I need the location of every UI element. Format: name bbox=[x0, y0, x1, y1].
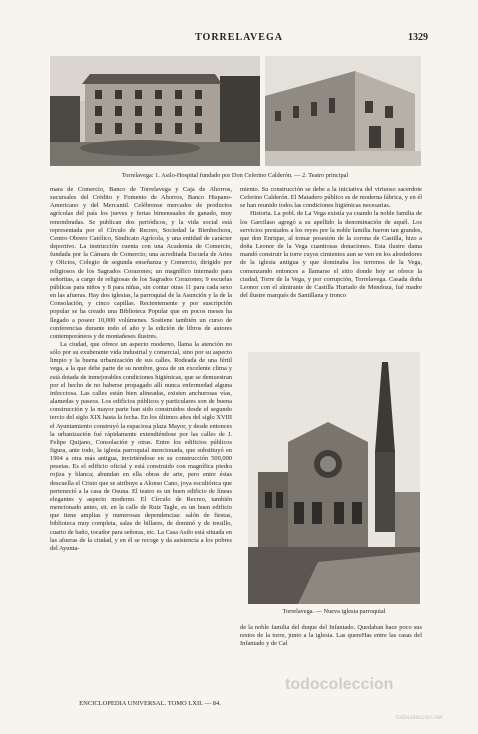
page-header bbox=[0, 32, 478, 46]
paragraph: La ciudad, que ofrece un aspecto moderno, llama la atención no sólo por su exuberante vida industrial y comercial, sino por su aspecto limpio y la buena urbanización de sus calles. Rodeada de una fértil vega, a la que debe parte de su nombre, goza de un excelente clima y está dotada de inmejorables condiciones higiénicas, que se demuestran por el hecho de no haberse propagado allí nunca enfermedad alguna infecciosa. Las calles están bien alineadas, existen anchurosas vías, alamedas y paseos. Los edificios públicos y particulares son de buena construcción y la mayor parte han sido construidos desde el segundo tercio del siglo XIX hasta la fecha. En los últimos años del siglo XVIII el Ayuntamiento construyó la espaciosa plaza Mayor, y desde entonces la urbanización fué rápidamente extendiéndose por las calles de J. Felipe Quijano, Consolación y otras. Entre los edificios públicos figura, ante todo, la iglesia parroquial mencionada, que substituyó en 1904 a otra más antigua, invirtiéndose en su construcción 500,000 pesetas. Es el edificio oficial y está construido con magnífica piedra rojiza y blanca; abundan en ella obras de arte, pero entre éstas descuella el Cristo que se atribuye a Alonso Cano, joya escultórica que perteneció a la casa de Osuna. El teatro es un buen edificio de líneas elegantes y aspecto moderno. El Círculo de Recreo, también mencionado antes, sit. en la calle de Ruiz Tagle, es un buen edificio que tiene amplias y numerosas dependencias: salón de fiestas, biblioteca muy completa, salas de billares, de dominó y de tresillo, cuarto de baño, tocador para señoras, etc. La Casa Asilo está situada en las afueras de la ciudad, y en él se recoge y da asistencia a los pobres del Ayunta- bbox=[50, 340, 232, 552]
watermark-url: todocoleccion.net bbox=[396, 715, 443, 721]
top-photos-caption: Torrelavega: 1. Asilo-Hospital fundado por Don Ceferino Calderón. — 2. Teatro principal bbox=[121, 172, 349, 179]
right-text-column-bottom bbox=[240, 624, 422, 658]
church-photo-caption: Torrelavega. — Nueva iglesia parroquial bbox=[282, 608, 386, 615]
page-footer: ENCICLOPEDIA UNIVERSAL. TOMO LXII. — 84. bbox=[79, 700, 221, 707]
nueva-iglesia-photo bbox=[248, 352, 420, 604]
watermark: todocoleccion bbox=[285, 676, 394, 693]
page-number: 1329 bbox=[408, 32, 428, 43]
left-text-column bbox=[50, 186, 232, 693]
paragraph: Historia. La pobl. de La Vega existía ya cuando la noble familia de los Garcilaso agregó a su apellido la denominación de aquél. Los servicios prestados a los reyes por la noble familia fueron tan grandes, que don Enrique, al tomar posesión de la corona de Castilla, hizo a doña Leonor de la Vega cuantiosas donaciones. Esta ilustre dama mandó construir la torre cuyos cimientos aun se ven en los alrededores de la iglesia antigua y que dominaba los terrenos de la Vega, comenzando entonces a llamarse el sitio donde hoy se ofrece la ciudad, Torre de la Vega, y por corrupción, Torrelavega. Casada doña Leonor con el almirante de Castilla Hurtado de Mendoza, fué madre del ilustre marqués de Santillana y tronco bbox=[240, 210, 422, 300]
paragraph: miento. Su construcción se debe a la iniciativa del virtuoso sacerdote Ceferino Calderón. El Matadero público es de moderna fábrica, y en él se han reunido todos las condiciones higiénicas necesarias. bbox=[240, 186, 422, 210]
paragraph: de la noble familia del duque del Infantado. Quedaban hace poco sus restos de la torre, junto a la iglesia. Las quereHas entre las casas del Infantado y de Cal bbox=[240, 624, 422, 648]
running-title: TORRELAVEGA bbox=[195, 32, 283, 43]
right-text-column-top bbox=[240, 186, 422, 348]
teatro-principal-photo bbox=[265, 56, 421, 166]
paragraph: mara de Comercio, Banco de Torrelavega y Caja de Ahorros, sucursales del Crédito y Fomento de Ahorros, Banco Hispano-Americano y del Mercantil. Celébrense mercados de productos agrícolas del país los jueves y ferias bimensuales de ganado, muy renombradas. Se publican dos periódicos, y la vida social está representada por el Círculo de Recreo, Sociedad la Bienhechora, Centro Obrero Católico, Sindicato Agrícola, y una entidad de carácter deportivo. La instrucción cuenta con una Academia de Comercio, fundada por la Cámara de Comercio; una acreditada Escuela de Artes y Oficios, Colegio de segunda enseñanza y Comercio, dirigido por religiosos de los Sagrados Corazones; un magnífico internado para señoritas, a cargo de religiosas de los Sagrados Corazones; 9 escuelas públicas para niños y 8 para niñas, sin contar otras 11 para cada sexo en las afueras. Hay dos iglesias, la parroquial de la Asunción y la de la Consolación, y cinco capillas. Recientemente y por suscripción popular se ha creado una Biblioteca Popular que en pocos meses ha llegado a poseer 10,000 volúmenes. Sostiene también un curso de conferencias durante todo el año y la edición de libros de autores contemporáneos y de montañeses ilustres. bbox=[50, 186, 232, 340]
asilo-hospital-photo bbox=[50, 56, 260, 166]
